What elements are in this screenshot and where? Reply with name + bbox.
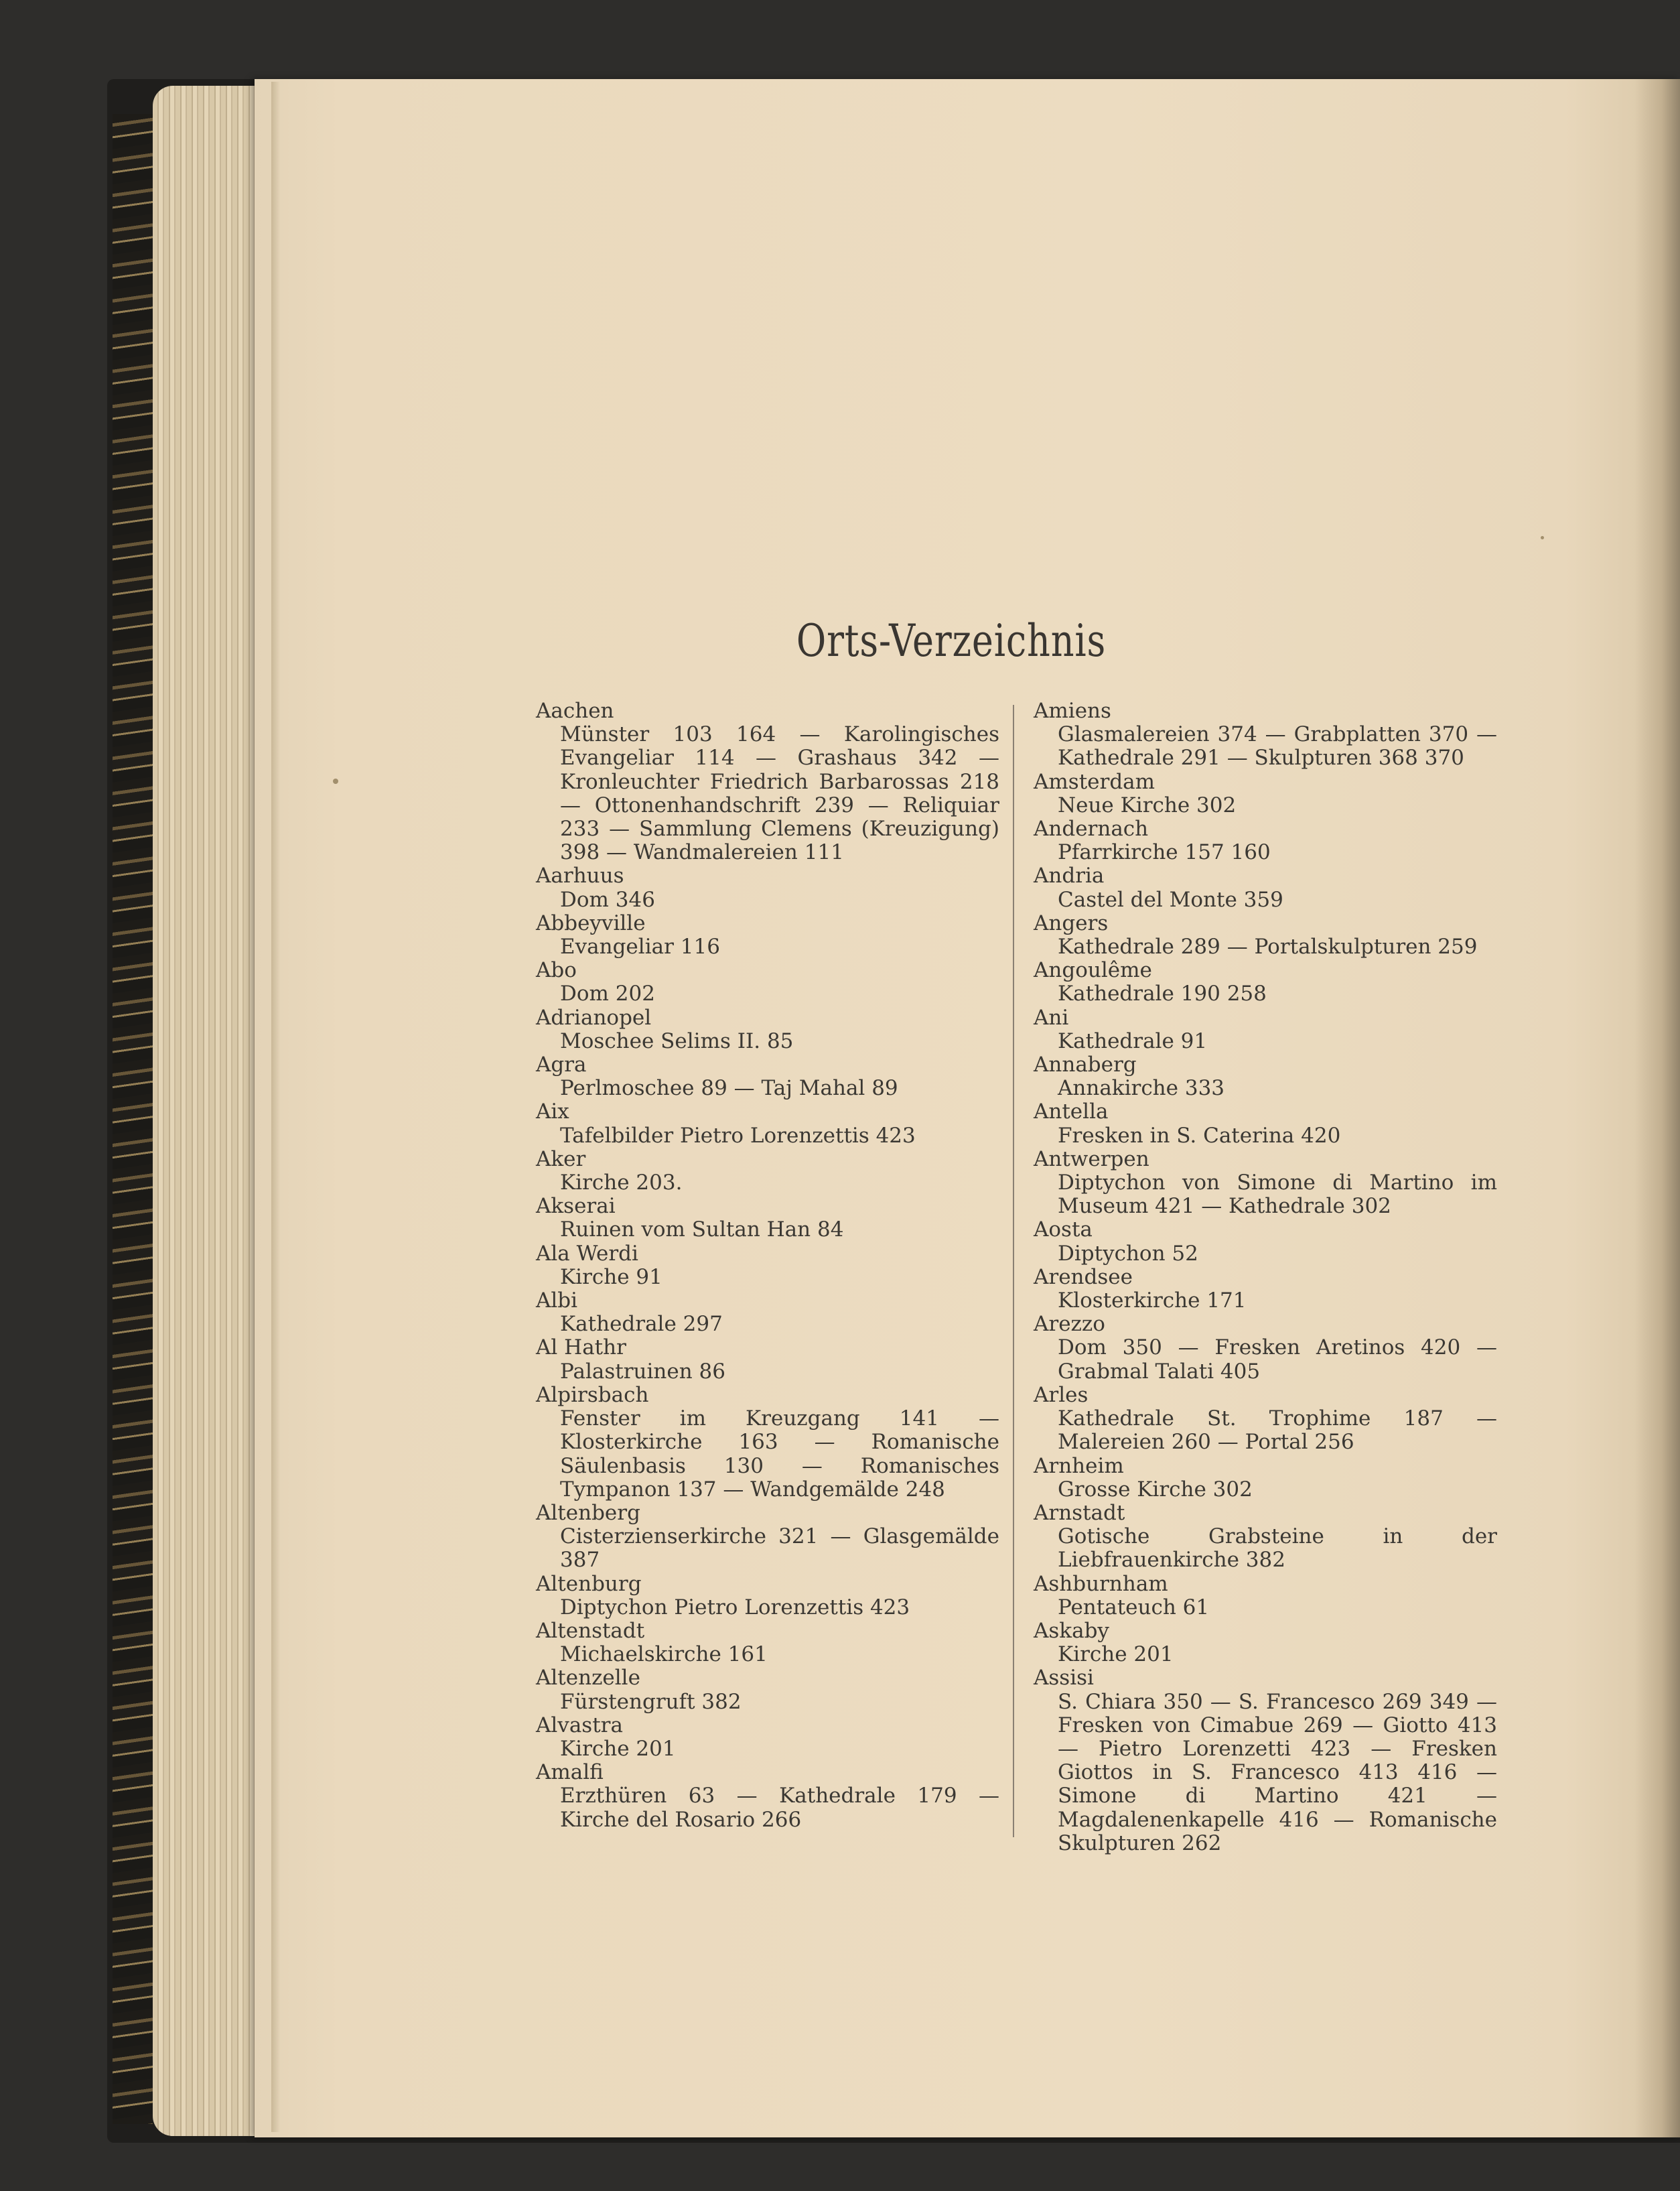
index-entry	[536, 1714, 999, 1761]
index-place-details: Diptychon Pietro Lorenzettis 423	[560, 1595, 910, 1619]
index-entry	[1034, 912, 1497, 959]
index-place-details: Münster 103 164 — Karolingisches Evangeliar 114 — Grashaus 342 — Kronleuchter Friedrich Barbarossas 218 — Ottonenhandschrift 239 — Reliquiar 233 — Sammlung Clemens (Kreuzigung) 398 — Wandmalereien 111	[560, 722, 999, 865]
index-entry	[1034, 1573, 1497, 1619]
index-place-name: Alvastra	[536, 1713, 623, 1737]
index-place-name: Andria	[1034, 864, 1105, 888]
index-place-name: Altenstadt	[536, 1618, 645, 1643]
index-place-name: Arles	[1034, 1382, 1089, 1407]
index-place-name: Angoulême	[1034, 958, 1152, 983]
index-entry	[536, 912, 999, 959]
index-entry	[536, 700, 999, 864]
index-entry	[1034, 1006, 1497, 1053]
index-place-details: Moschee Selims II. 85	[560, 1028, 794, 1053]
index-place-name: Albi	[536, 1288, 578, 1313]
index-place-name: Al Hathr	[536, 1335, 626, 1360]
index-entry	[1034, 1455, 1497, 1502]
index-entry	[536, 1195, 999, 1242]
index-place-name: Akserai	[536, 1194, 616, 1219]
index-place-details: Erzthüren 63 — Kathedrale 179 — Kirche del Rosario 266	[560, 1784, 999, 1832]
index-column-right	[1034, 700, 1497, 1855]
index-entry	[536, 1148, 999, 1195]
index-entry	[536, 1242, 999, 1289]
index-entry	[536, 864, 999, 911]
index-place-details: Fürstengruft 382	[560, 1689, 742, 1714]
index-place-name: Adrianopel	[536, 1005, 652, 1030]
index-place-name: Ala Werdi	[536, 1241, 638, 1266]
index-place-name: Antwerpen	[1034, 1146, 1149, 1171]
index-column-left	[536, 700, 999, 1832]
marbled-binding	[113, 114, 153, 2124]
index-place-details: Dom 346	[560, 887, 655, 912]
index-entry	[1034, 817, 1497, 864]
index-place-name: Ani	[1034, 1005, 1069, 1030]
index-place-name: Abbeyville	[536, 911, 646, 935]
index-place-details: Tafelbilder Pietro Lorenzettis 423	[560, 1123, 916, 1148]
index-place-name: Amsterdam	[1034, 769, 1156, 794]
index-place-name: Angers	[1034, 911, 1109, 935]
index-entry	[1034, 1619, 1497, 1666]
index-entry	[1034, 864, 1497, 911]
index-place-name: Agra	[536, 1053, 587, 1077]
index-entry	[1034, 1666, 1497, 1855]
index-place-details: Grosse Kirche 302	[1058, 1477, 1253, 1502]
index-place-details: Cisterzienserkirche 321 — Glasgemälde 387	[560, 1524, 999, 1573]
index-entry	[536, 1619, 999, 1666]
index-entry	[1034, 1100, 1497, 1147]
index-place-name: Arnstadt	[1034, 1500, 1125, 1525]
paper-speck	[1541, 536, 1544, 539]
index-place-name: Aix	[536, 1100, 569, 1124]
index-place-name: Amiens	[1034, 699, 1111, 723]
index-place-name: Amalfi	[536, 1760, 604, 1785]
index-place-details: Kirche 201	[1058, 1642, 1174, 1667]
index-entry	[1034, 1218, 1497, 1265]
index-place-details: Pfarrkirche 157 160	[1058, 840, 1271, 865]
index-place-details: Kathedrale 91	[1058, 1028, 1208, 1053]
page-gutter	[1634, 79, 1680, 2137]
index-place-details: Kirche 201	[560, 1736, 676, 1761]
index-place-details: Palastruinen 86	[560, 1359, 725, 1384]
index-place-name: Ashburnham	[1034, 1571, 1168, 1596]
index-place-details: Annakirche 333	[1058, 1076, 1225, 1101]
index-place-details: Neue Kirche 302	[1058, 793, 1237, 817]
index-entry	[536, 1006, 999, 1053]
index-entry	[1034, 1502, 1497, 1573]
index-place-details: Pentateuch 61	[1058, 1595, 1210, 1619]
paper-speck	[333, 779, 338, 784]
index-place-details: Kathedrale 297	[560, 1312, 723, 1337]
index-place-name: Alpirsbach	[536, 1382, 649, 1407]
index-place-name: Abo	[536, 958, 577, 983]
index-place-details: Glasmalereien 374 — Grabplatten 370 — Kathedrale 291 — Skulpturen 368 370	[1058, 722, 1497, 771]
index-place-name: Altenzelle	[536, 1666, 640, 1690]
index-entry	[536, 1502, 999, 1573]
index-place-name: Andernach	[1034, 817, 1149, 842]
index-entry	[1034, 700, 1497, 771]
index-entry	[1034, 1313, 1497, 1384]
index-place-name: Aker	[536, 1146, 586, 1171]
index-place-name: Askaby	[1034, 1618, 1109, 1643]
index-entry	[1034, 771, 1497, 817]
index-place-name: Annaberg	[1034, 1053, 1137, 1077]
index-place-name: Altenburg	[536, 1571, 642, 1596]
index-place-name: Assisi	[1034, 1666, 1094, 1690]
index-entry	[536, 1761, 999, 1832]
index-entry	[536, 1384, 999, 1502]
index-place-name: Arendsee	[1034, 1264, 1133, 1289]
index-entry	[536, 1573, 999, 1619]
index-place-details: Dom 202	[560, 982, 655, 1006]
index-entry	[1034, 1384, 1497, 1455]
index-entry	[536, 1053, 999, 1100]
index-place-details: Fresken in S. Caterina 420	[1058, 1123, 1341, 1148]
index-place-details: Fenster im Kreuzgang 141 — Klosterkirche 163 — Romanische Säulenbasis 130 — Romanisches Tympanon 137 — Wandgemälde 248	[560, 1406, 999, 1502]
index-entry	[1034, 1053, 1497, 1100]
index-entry	[536, 1289, 999, 1336]
page-edge-shadow	[271, 82, 281, 2132]
index-place-details: S. Chiara 350 — S. Francesco 269 349 — Fresken von Cimabue 269 — Giotto 413 — Pietro Lorenzetti 423 — Fresken Giottos in S. Francesco 413 416 — Simone di Martino 421 — Magdalenenkapelle 416 — Romanische Skulpturen 262	[1058, 1689, 1497, 1855]
index-place-details: Michaelskirche 161	[560, 1642, 768, 1667]
index-place-details: Dom 350 — Fresken Aretinos 420 — Grabmal Talati 405	[1058, 1335, 1497, 1384]
index-place-name: Aarhuus	[536, 864, 624, 888]
index-place-name: Antella	[1034, 1100, 1109, 1124]
index-place-name: Arezzo	[1034, 1312, 1105, 1337]
index-entry	[1034, 959, 1497, 1006]
index-place-name: Arnheim	[1034, 1453, 1124, 1478]
index-place-details: Kirche 91	[560, 1264, 662, 1289]
index-place-details: Ruinen vom Sultan Han 84	[560, 1217, 844, 1242]
index-place-details: Perlmoschee 89 — Taj Mahal 89	[560, 1076, 898, 1101]
index-entry	[536, 959, 999, 1006]
index-place-details: Kathedrale 289 — Portalskulpturen 259	[1058, 935, 1478, 959]
index-place-name: Aosta	[1034, 1217, 1093, 1242]
index-entry	[536, 1666, 999, 1713]
index-place-details: Castel del Monte 359	[1058, 887, 1283, 912]
index-entry	[1034, 1148, 1497, 1219]
index-entry	[536, 1100, 999, 1147]
index-entry	[536, 1336, 999, 1383]
index-place-details: Diptychon von Simone di Martino im Museum 421 — Kathedrale 302	[1058, 1171, 1497, 1219]
index-place-name: Aachen	[536, 699, 614, 723]
index-place-details: Kirche 203.	[560, 1171, 683, 1195]
index-entry	[1034, 1266, 1497, 1313]
index-place-details: Klosterkirche 171	[1058, 1288, 1247, 1313]
index-place-details: Gotische Grabsteine in der Liebfrauenkirche 382	[1058, 1524, 1497, 1573]
index-place-name: Altenberg	[536, 1500, 640, 1525]
index-place-details: Kathedrale 190 258	[1058, 982, 1267, 1006]
index-place-details: Kathedrale St. Trophime 187 — Malereien 260 — Portal 256	[1058, 1406, 1497, 1455]
page-title: Orts-Verzeichnis	[796, 615, 1107, 667]
index-place-details: Diptychon 52	[1058, 1241, 1198, 1266]
index-place-details: Evangeliar 116	[560, 935, 720, 959]
column-divider	[1013, 705, 1014, 1837]
